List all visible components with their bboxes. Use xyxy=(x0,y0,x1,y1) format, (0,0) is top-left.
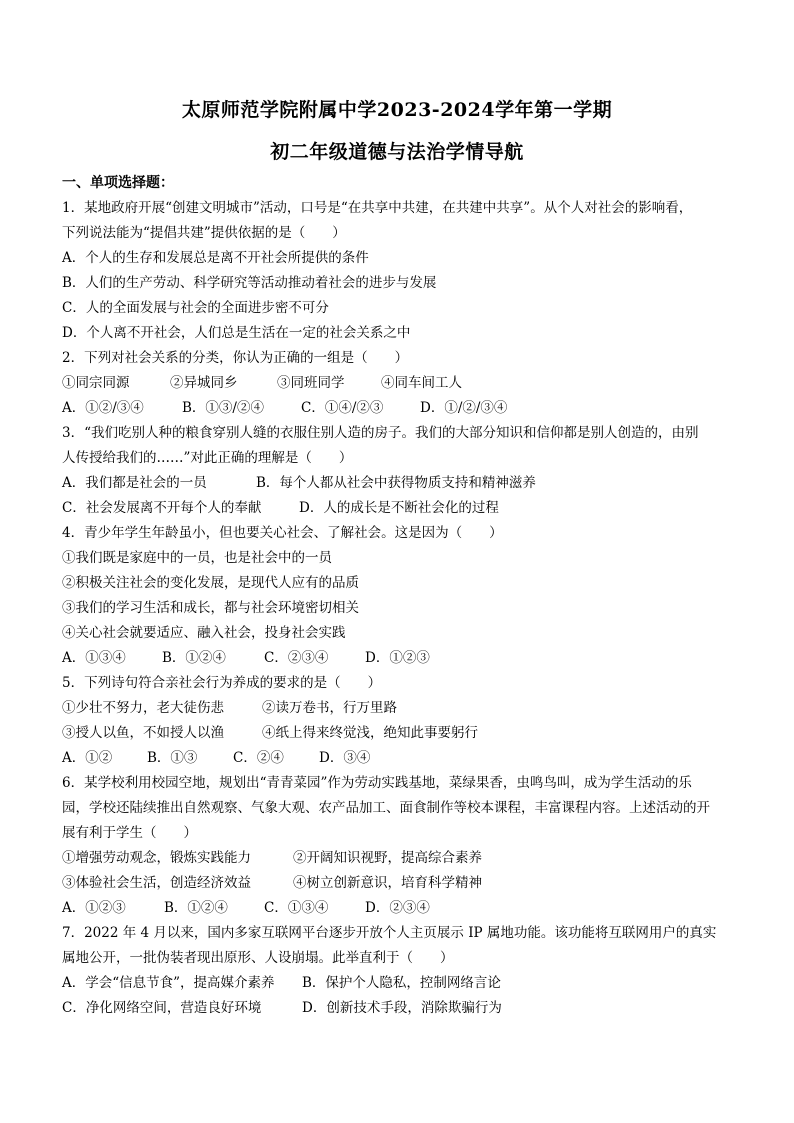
question-4-item-3: ③我们的学习生活和成长，都与社会环境密切相关 xyxy=(62,600,359,616)
question-6-item-2: ②开阔知识视野，提高综合素养 xyxy=(293,850,482,866)
question-1-option-a: A．个人的生存和发展总是离不开社会所提供的条件 xyxy=(62,250,369,266)
question-6-option-a: A．①②③ xyxy=(62,900,126,916)
question-6-options xyxy=(62,899,430,917)
question-2-options xyxy=(62,399,507,417)
question-3-stem-line-2: 人传授给我们的……”对此正确的理解是（ ） xyxy=(62,450,353,466)
question-4-option-b: B．①②④ xyxy=(162,650,226,666)
question-5-items-row-1 xyxy=(62,699,397,717)
question-5-options xyxy=(62,749,370,767)
section-heading: 一、单项选择题： xyxy=(62,175,174,191)
question-7-option-b: B．保护个人隐私，控制网络言论 xyxy=(302,975,501,991)
question-4-item-1: ①我们既是家庭中的一员，也是社会中的一员 xyxy=(62,550,332,566)
question-4-stem: 4．青少年学生年龄虽小，但也要关心社会、了解社会。这是因为（ ） xyxy=(62,525,503,541)
question-7-option-c: C．净化网络空间，营造良好环境 xyxy=(62,1000,262,1016)
question-5-item-3: ③授人以鱼，不如授人以渔 xyxy=(62,725,224,741)
question-6-option-d: D．②③④ xyxy=(365,900,430,916)
question-7-option-a: A．学会“信息节食”，提高媒介素养 xyxy=(62,975,275,991)
question-2-item-1: ①同宗同源 xyxy=(62,375,130,391)
question-5-item-1: ①少壮不努力，老大徒伤悲 xyxy=(62,700,224,716)
question-5-item-2: ②读万卷书，行万里路 xyxy=(262,700,397,716)
question-3-options-row-2 xyxy=(62,499,499,517)
question-5-option-c: C．②④ xyxy=(233,750,284,766)
question-4-options xyxy=(62,649,430,667)
question-3-option-d: D．人的成长是不断社会化的过程 xyxy=(299,500,499,516)
question-6-option-c: C．①③④ xyxy=(264,900,329,916)
question-5-items-row-2 xyxy=(62,724,478,742)
question-7-stem-line-1: 7．2022 年 4 月以来，国内多家互联网平台逐步开放个人主页展示 IP 属地功能。该功能将互联网用户的真实 xyxy=(62,925,717,941)
question-2-option-a: A．①②/③④ xyxy=(62,400,144,416)
question-5-option-d: D．③④ xyxy=(319,750,371,766)
question-5-item-4: ④纸上得来终觉浅，绝知此事要躬行 xyxy=(262,725,478,741)
question-2-option-c: C．①④/②③ xyxy=(301,400,384,416)
question-3-stem-line-1: 3．“我们吃别人种的粮食穿别人缝的衣服住别人造的房子。我们的大部分知识和信仰都是别人创造的，由别 xyxy=(62,425,699,441)
question-5-stem: 5．下列诗句符合亲社会行为养成的要求的是（ ） xyxy=(62,675,382,691)
question-4-option-d: D．①②③ xyxy=(365,650,430,666)
question-4-option-a: A．①③④ xyxy=(62,650,126,666)
page-title: 太原师范学院附属中学2023-2024学年第一学期 xyxy=(181,99,613,121)
question-5-option-b: B．①③ xyxy=(147,750,198,766)
question-3-options-row-1 xyxy=(62,474,536,492)
question-2-option-d: D．①/②/③④ xyxy=(420,400,508,416)
question-3-option-b: B．每个人都从社会中获得物质支持和精神滋养 xyxy=(256,475,536,491)
question-2-item-3: ③同班同学 xyxy=(277,375,345,391)
question-6-stem-line-3: 展有利于学生（ ） xyxy=(62,825,197,841)
page-subtitle: 初二年级道德与法治学情导航 xyxy=(270,141,524,163)
question-6-stem-line-2: 园，学校还陆续推出自然观察、气象大观、农产品加工、面食制作等校本课程，丰富课程内容。上述活动的开 xyxy=(62,800,710,816)
question-1-option-d: D．个人离不开社会，人们总是生活在一定的社会关系之中 xyxy=(62,325,411,341)
question-2-items xyxy=(62,374,462,392)
question-7-options-row-2 xyxy=(62,999,502,1017)
question-4-option-c: C．②③④ xyxy=(264,650,329,666)
question-7-options-row-1 xyxy=(62,974,501,992)
question-1-option-b: B．人们的生产劳动、科学研究等活动推动着社会的进步与发展 xyxy=(62,275,437,291)
question-1-option-c: C．人的全面发展与社会的全面进步密不可分 xyxy=(62,300,329,316)
question-2-option-b: B．①③/②④ xyxy=(182,400,264,416)
question-7-stem-line-2: 属地公开，一批伪装者现出原形、人设崩塌。此举直利于（ ） xyxy=(62,950,454,966)
question-6-item-3: ③体验社会生活，创造经济效益 xyxy=(62,875,251,891)
question-2-item-4: ④同车间工人 xyxy=(381,375,462,391)
question-2-item-2: ②异城同乡 xyxy=(170,375,238,391)
question-6-item-4: ④树立创新意识，培育科学精神 xyxy=(293,875,482,891)
question-4-item-4: ④关心社会就要适应、融入社会，投身社会实践 xyxy=(62,625,346,641)
question-3-option-a: A．我们都是社会的一员 xyxy=(62,475,207,491)
question-6-item-1: ①增强劳动观念，锻炼实践能力 xyxy=(62,850,251,866)
question-6-items-row-2 xyxy=(62,874,482,892)
question-6-option-b: B．①②④ xyxy=(164,900,228,916)
question-6-stem-line-1: 6．某学校利用校园空地，规划出“青青菜园”作为劳动实践基地，菜绿果香，虫鸣鸟叫，成为学生活动的乐 xyxy=(62,775,692,791)
question-1-stem-line-1: 1．某地政府开展“创建文明城市”活动，口号是“在共享中共建，在共建中共享”。从个人对社会的影响看， xyxy=(62,200,693,216)
question-1-stem-line-2: 下列说法能为“提倡共建”提供依据的是（ ） xyxy=(62,225,346,241)
question-6-items-row-1 xyxy=(62,849,482,867)
question-2-stem: 2．下列对社会关系的分类，你认为正确的一组是（ ） xyxy=(62,350,409,366)
question-5-option-a: A．①② xyxy=(62,750,113,766)
question-3-option-c: C．社会发展离不开每个人的奉献 xyxy=(62,500,262,516)
question-4-item-2: ②积极关注社会的变化发展，是现代人应有的品质 xyxy=(62,575,359,591)
question-7-option-d: D．创新技术手段，消除欺骗行为 xyxy=(302,1000,502,1016)
